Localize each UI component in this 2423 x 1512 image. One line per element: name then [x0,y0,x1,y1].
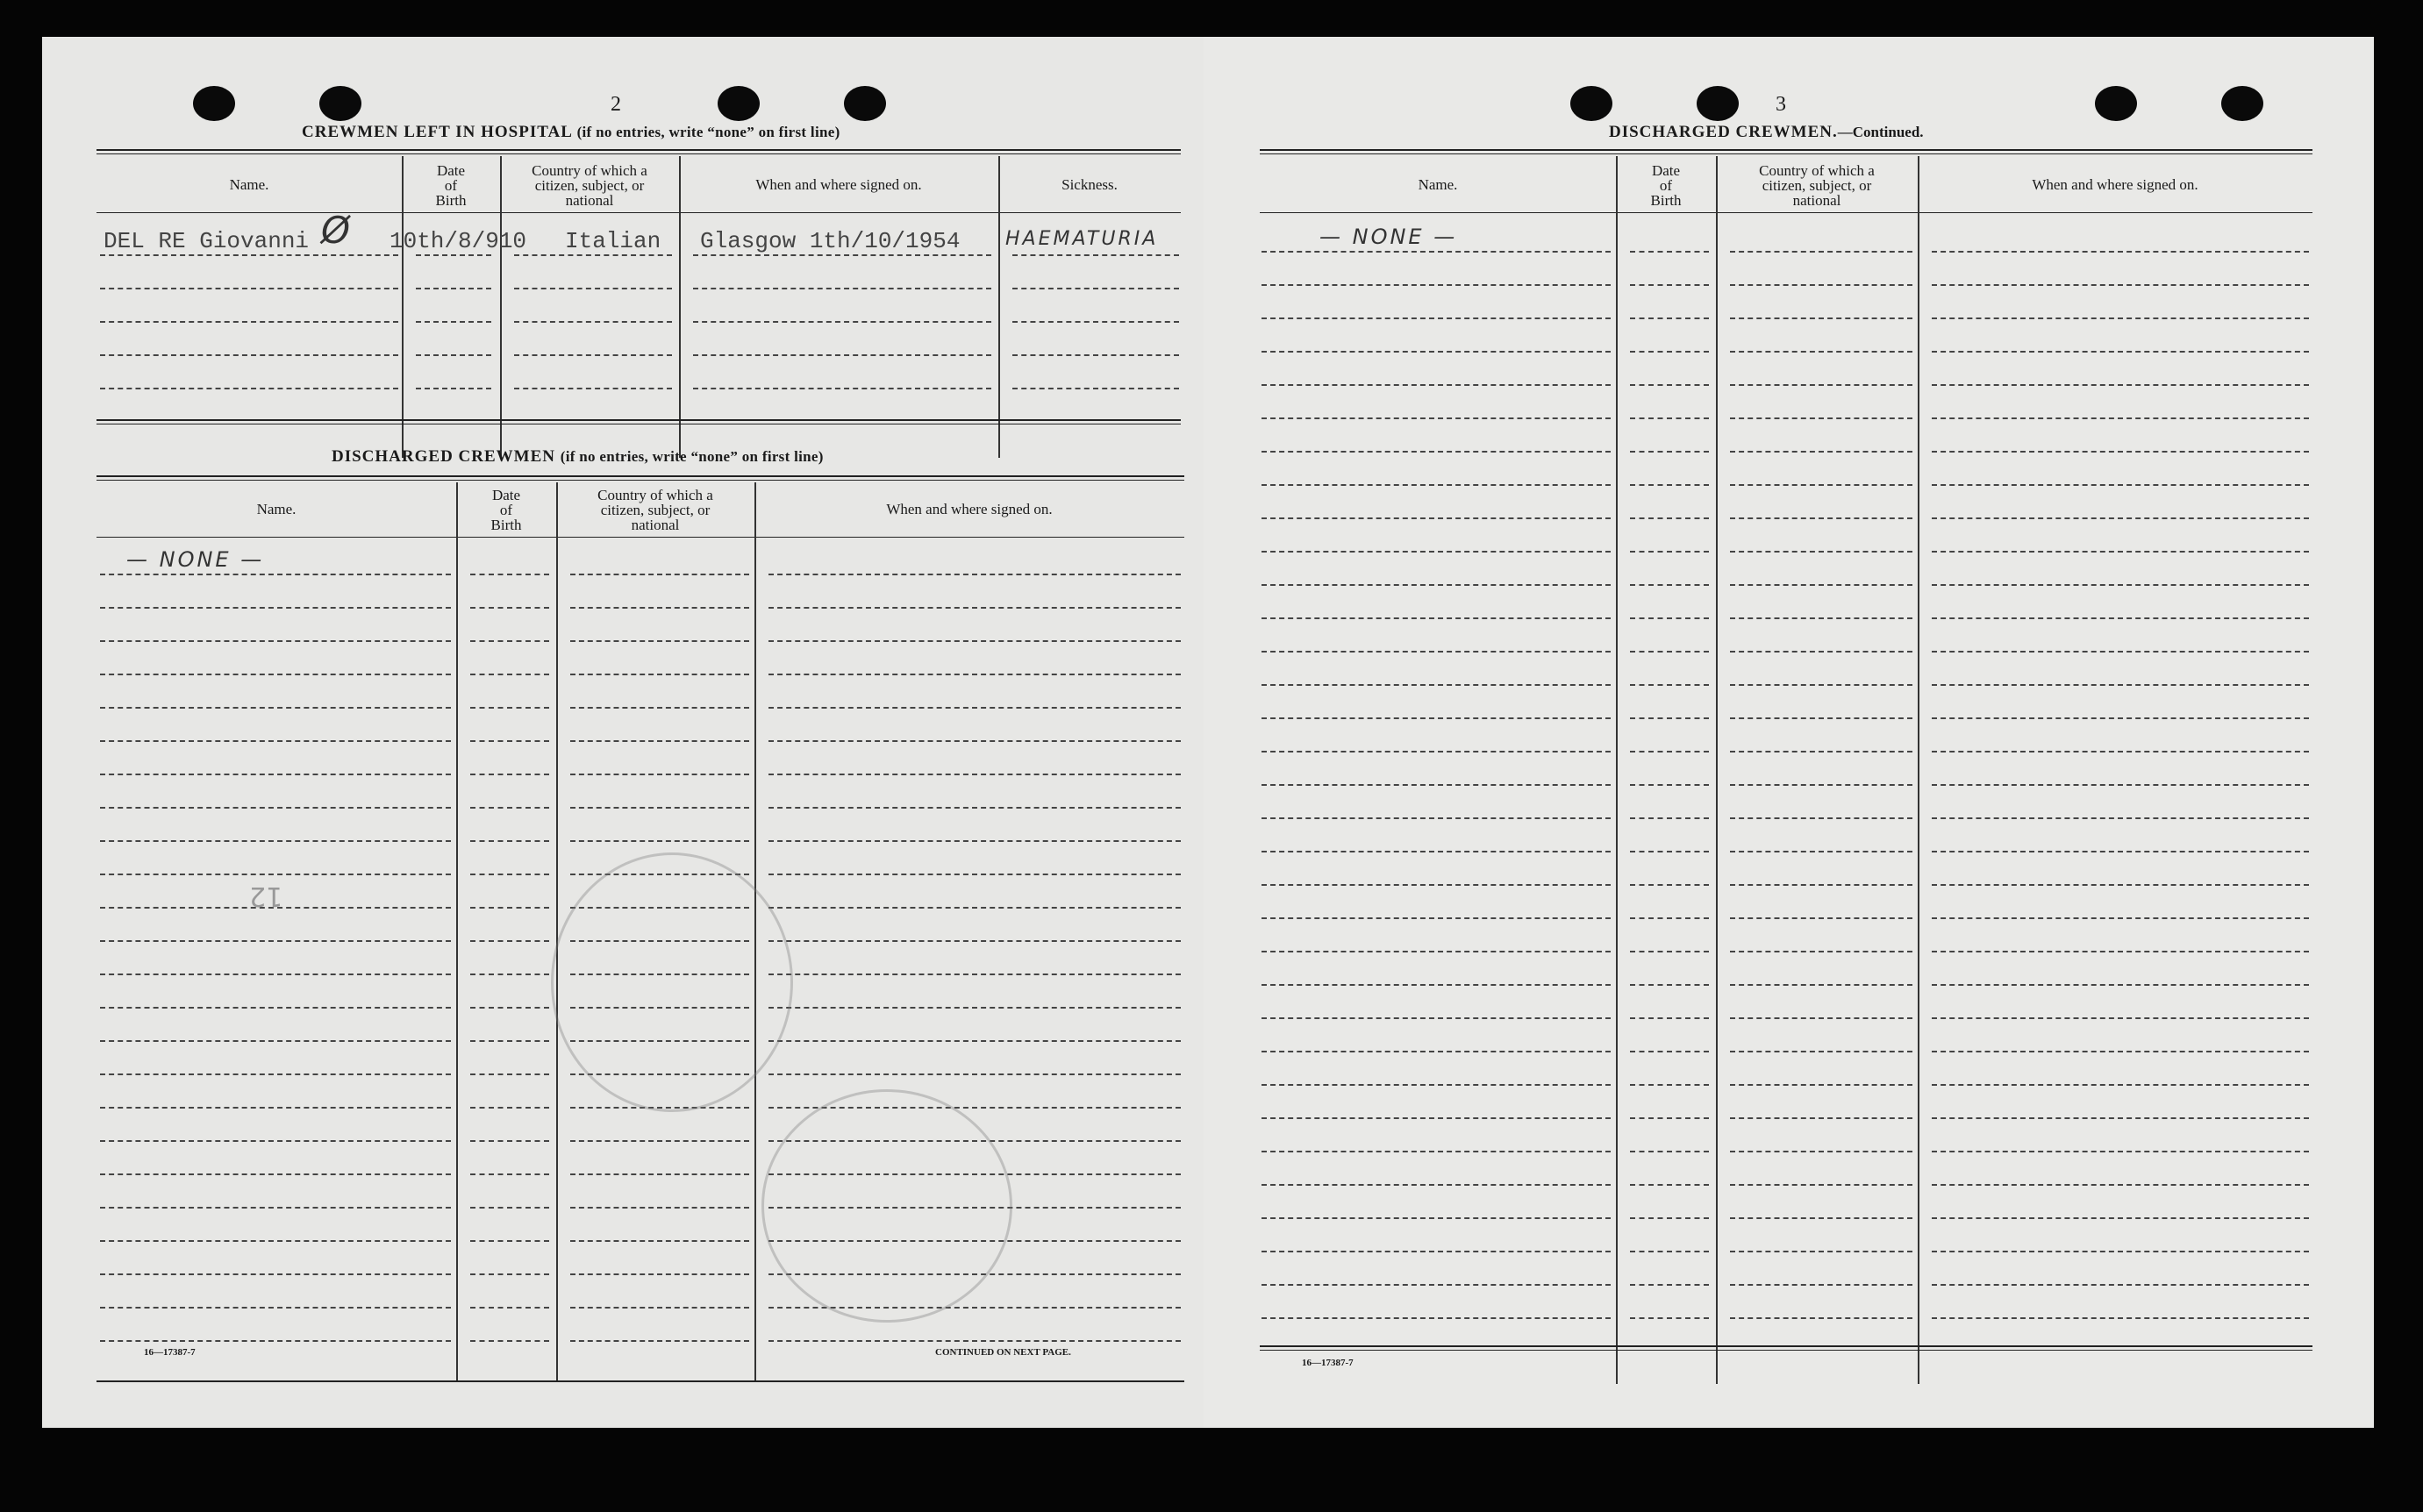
ruled-line [1262,1084,1611,1086]
ruled-line [1730,317,1912,319]
ruled-line [416,321,491,323]
divider [96,1380,1184,1382]
ruled-line [1262,751,1611,752]
ruled-line [470,840,549,842]
ruled-line [768,807,1181,809]
ruled-line [768,1040,1181,1042]
punch-hole [1570,86,1612,121]
ruled-line [768,674,1181,675]
ruled-line [1012,388,1179,389]
ruled-line [1730,751,1912,752]
ruled-line [1630,517,1709,519]
ruled-line [1262,717,1611,719]
divider [96,149,1181,151]
ruled-line [1932,951,2309,952]
ruled-line [1012,321,1179,323]
ruled-line [1730,951,1912,952]
ruled-line [100,1173,451,1175]
ruled-line [768,907,1181,909]
ruled-line [570,807,749,809]
ruled-line [1932,717,2309,719]
ruled-line [1262,884,1611,886]
ruled-line [1932,651,2309,653]
punch-hole [1697,86,1739,121]
ruled-line [470,1107,549,1109]
column-divider [556,482,558,1380]
ruled-line [1262,617,1611,619]
ruled-line [1730,884,1912,886]
ruled-line [1630,1051,1709,1052]
ruled-line [768,640,1181,642]
ruled-line [100,1040,451,1042]
ruled-line [514,388,672,389]
ruled-line [1932,684,2309,686]
ruled-line [768,1007,1181,1009]
ruled-line [514,321,672,323]
ruled-line [470,1207,549,1209]
ruled-line [1630,284,1709,286]
ruled-line [100,321,398,323]
ruled-line [1730,551,1912,553]
column-header-signed-on: When and where signed on. [886,501,1053,517]
ruled-line [1262,917,1611,919]
ruled-line [1630,251,1709,253]
divider [1260,153,2312,154]
ruled-line [570,607,749,609]
ruled-line [693,388,991,389]
discharged-continued-title: DISCHARGED CREWMEN.—Continued. [1609,123,1924,141]
ruled-line [470,640,549,642]
ruled-line [470,874,549,875]
ruled-line [1932,1084,2309,1086]
ruled-line [1630,851,1709,852]
ruled-line [470,607,549,609]
column-header-dob: Date of Birth [490,487,522,533]
ruled-line [1932,1217,2309,1219]
ruled-line [1262,1317,1611,1319]
ruled-line [1730,784,1912,786]
column-header-name: Name. [1418,176,1458,193]
ruled-line [100,774,451,775]
column-header-dob: Date of Birth [435,162,467,209]
ruled-line [693,354,991,356]
ruled-line [1630,1017,1709,1019]
column-header-dob: Date of Birth [1650,162,1682,209]
ruled-line [1630,1084,1709,1086]
ruled-line [693,321,991,323]
ruled-line [470,1140,549,1142]
ruled-line [100,807,451,809]
ruled-line [1630,317,1709,319]
ruled-line [570,574,749,575]
ruled-line [570,1307,749,1309]
ruled-line [768,974,1181,975]
ruled-line [1932,917,2309,919]
ruled-line [1262,417,1611,419]
ruled-line [1730,651,1912,653]
ruled-line [470,1173,549,1175]
ruled-line [470,774,549,775]
column-divider [1716,156,1718,1384]
ruled-line [1262,351,1611,353]
ruled-line [1262,551,1611,553]
ruled-line [1262,284,1611,286]
divider [96,153,1181,154]
ruled-line [470,807,549,809]
ruled-line [1630,1251,1709,1252]
ruled-line [514,254,672,256]
column-header-name: Name. [256,501,297,517]
ruled-line [1630,917,1709,919]
ruled-line [570,840,749,842]
ruled-line [470,740,549,742]
ruled-line [1262,851,1611,852]
ruled-line [1630,551,1709,553]
ruled-line [100,288,398,289]
ruled-line [1630,717,1709,719]
ruled-line [100,740,451,742]
ruled-line [1932,751,2309,752]
punch-hole [844,86,886,121]
ruled-line [470,574,549,575]
ruled-line [1932,1317,2309,1319]
ruled-line [470,1240,549,1242]
ruled-line [470,1273,549,1275]
ruled-line [100,354,398,356]
ruled-line [416,354,491,356]
ruled-line [1630,1217,1709,1219]
ruled-line [1730,717,1912,719]
ruled-line [1262,1251,1611,1252]
ruled-line [470,1307,549,1309]
hospital-entry-signed-on: Glasgow 1th/10/1954 [700,228,961,254]
ruled-line [768,1340,1181,1342]
ruled-line [1730,517,1912,519]
ruled-line [1730,1117,1912,1119]
divider [1260,149,2312,151]
none-entry: — NONE — [126,547,265,572]
ruled-line [768,874,1181,875]
ruled-line [1262,1217,1611,1219]
ruled-line [1730,817,1912,819]
discharged-section-title: DISCHARGED CREWMEN (if no entries, write “none” on first line) [332,447,824,466]
ruled-line [1262,1017,1611,1019]
column-divider [1616,156,1618,1384]
ruled-line [1630,784,1709,786]
ruled-line [1630,1151,1709,1152]
ruled-line [470,940,549,942]
ruled-line [1932,484,2309,486]
ruled-line [1932,451,2309,453]
ruled-line [1932,617,2309,619]
ruled-line [100,607,451,609]
ruled-line [1262,1184,1611,1186]
ruled-line [1630,984,1709,986]
ruled-line [1630,751,1709,752]
ruled-line [1932,284,2309,286]
divider [96,537,1184,538]
ruled-line [570,707,749,709]
punch-hole [193,86,235,121]
ruled-line [1730,1217,1912,1219]
ruled-line [1730,484,1912,486]
ruled-line [100,574,451,575]
ruled-line [1262,484,1611,486]
ruled-line [1630,951,1709,952]
ruled-line [1932,817,2309,819]
ruled-line [1932,417,2309,419]
ruled-line [1730,1284,1912,1286]
ruled-line [1630,1184,1709,1186]
continued-note: CONTINUED ON NEXT PAGE. [935,1347,1071,1358]
column-divider [456,482,458,1380]
ruled-line [1932,351,2309,353]
ruled-line [416,388,491,389]
ruled-line [570,1273,749,1275]
ruled-line [768,774,1181,775]
column-header-country: Country of which a citizen, subject, or national [532,162,647,209]
ruled-line [693,254,991,256]
faint-stamp [551,852,793,1112]
ruled-line [1262,1117,1611,1119]
ruled-line [1012,354,1179,356]
ruled-line [1932,551,2309,553]
ruled-line [1730,584,1912,586]
ruled-line [570,1207,749,1209]
ruled-line [1730,1051,1912,1052]
ruled-line [1262,951,1611,952]
ruled-line [1630,584,1709,586]
ruled-line [470,1073,549,1075]
ruled-line [1730,1084,1912,1086]
ruled-line [1730,284,1912,286]
ruled-line [693,288,991,289]
ruled-line [1262,784,1611,786]
ruled-line [1630,1317,1709,1319]
ruled-line [100,1207,451,1209]
hospital-entry-dob: 10th/8/910 [390,228,527,254]
ruled-line [100,1140,451,1142]
column-header-country: Country of which a citizen, subject, or national [1759,162,1875,209]
ruled-line [416,254,491,256]
ruled-line [768,840,1181,842]
ruled-line [1262,517,1611,519]
ruled-line [1630,651,1709,653]
ruled-line [1730,1151,1912,1152]
hospital-section-title: CREWMEN LEFT IN HOSPITAL (if no entries, write “none” on first line) [302,123,840,141]
ruled-line [1932,1251,2309,1252]
column-header-signed-on: When and where signed on. [2032,176,2198,193]
ruled-line [1730,617,1912,619]
hospital-entry-name: DEL RE Giovanni [104,228,310,254]
ruled-line [1630,384,1709,386]
ruled-line [100,674,451,675]
form-number: 16—17387-7 [1302,1358,1354,1368]
divider [96,419,1181,421]
ruled-line [1262,317,1611,319]
ruled-line [1730,1317,1912,1319]
ruled-line [1630,451,1709,453]
none-entry: — NONE — [1319,225,1458,249]
ruled-line [1630,1284,1709,1286]
ruled-line [1262,651,1611,653]
ruled-line [1630,484,1709,486]
ruled-line [100,254,398,256]
ruled-line [768,574,1181,575]
ruled-line [470,674,549,675]
form-number: 16—17387-7 [144,1347,196,1358]
divider [96,475,1184,477]
ruled-line [1730,384,1912,386]
ruled-line [470,1007,549,1009]
ruled-line [1630,417,1709,419]
ruled-line [1262,384,1611,386]
hospital-entry-sickness: HAEMATURIA [1005,228,1159,250]
ruled-line [1932,984,2309,986]
ruled-line [1262,1151,1611,1152]
right-page [1204,37,2374,1428]
ruled-line [514,354,672,356]
ruled-line [416,288,491,289]
ruled-line [570,1240,749,1242]
ruled-line [1932,1017,2309,1019]
ruled-line [100,1107,451,1109]
ruled-line [100,840,451,842]
ruled-line [470,1340,549,1342]
ruled-line [100,1240,451,1242]
ruled-line [1730,251,1912,253]
ruled-line [1932,251,2309,253]
column-divider [1918,156,1919,1384]
ruled-line [1012,288,1179,289]
ruled-line [470,1040,549,1042]
ruled-line [1262,984,1611,986]
ruled-line [1630,884,1709,886]
ruled-line [1730,351,1912,353]
ruled-line [1630,351,1709,353]
ruled-line [514,288,672,289]
ruled-line [768,740,1181,742]
ruled-line [1932,384,2309,386]
ruled-line [1932,1117,2309,1119]
ruled-line [470,707,549,709]
ruled-line [1932,1051,2309,1052]
ruled-line [1730,851,1912,852]
ruled-line [1730,1251,1912,1252]
ruled-line [1932,1184,2309,1186]
punch-hole [319,86,361,121]
column-divider [998,156,1000,458]
ruled-line [768,940,1181,942]
bleed-through-mark: 12 [249,881,283,911]
page-number: 3 [1776,93,1786,116]
ruled-line [570,1340,749,1342]
ruled-line [768,1073,1181,1075]
ruled-line [1630,617,1709,619]
ruled-line [1932,851,2309,852]
ruled-line [1262,684,1611,686]
ruled-line [570,774,749,775]
page-number: 2 [611,93,621,116]
ruled-line [1630,684,1709,686]
ruled-line [570,740,749,742]
punch-hole [718,86,760,121]
divider [96,212,1181,213]
ruled-line [1730,917,1912,919]
left-page [42,37,1204,1428]
ruled-line [1012,254,1179,256]
ruled-line [1730,417,1912,419]
ruled-line [1932,317,2309,319]
ruled-line [470,907,549,909]
ruled-line [1932,1151,2309,1152]
hospital-entry-country: Italian [565,228,661,254]
divider [1260,1345,2312,1347]
hospital-entry-mark: Ø [321,209,351,252]
ruled-line [470,974,549,975]
ruled-line [100,1007,451,1009]
column-divider [679,156,681,458]
ruled-line [1262,251,1611,253]
divider [96,480,1184,481]
faint-stamp [761,1089,1012,1323]
column-header-country: Country of which a citizen, subject, or national [597,487,713,533]
ruled-line [1932,1284,2309,1286]
ruled-line [100,707,451,709]
ruled-line [1932,884,2309,886]
punch-hole [2095,86,2137,121]
divider [1260,212,2312,213]
ruled-line [1262,584,1611,586]
ruled-line [1932,784,2309,786]
ruled-line [570,1173,749,1175]
punch-hole [2221,86,2263,121]
ruled-line [570,640,749,642]
ruled-line [570,1140,749,1142]
ruled-line [768,607,1181,609]
ruled-line [1730,451,1912,453]
ruled-line [100,388,398,389]
ruled-line [1730,984,1912,986]
ruled-line [570,674,749,675]
column-header-sickness: Sickness. [1061,176,1118,193]
ruled-line [100,940,451,942]
ruled-line [1262,451,1611,453]
ruled-line [1262,1284,1611,1286]
divider [1260,1350,2312,1351]
ruled-line [1630,1117,1709,1119]
ruled-line [1730,684,1912,686]
ruled-line [1630,817,1709,819]
ruled-line [1262,1051,1611,1052]
ruled-line [100,1073,451,1075]
ruled-line [100,874,451,875]
ruled-line [1730,1017,1912,1019]
ruled-line [100,640,451,642]
column-header-signed-on: When and where signed on. [755,176,922,193]
ruled-line [100,974,451,975]
ruled-line [1932,517,2309,519]
ruled-line [100,1307,451,1309]
ruled-line [1730,1184,1912,1186]
ruled-line [100,1273,451,1275]
column-header-name: Name. [229,176,269,193]
ruled-line [100,1340,451,1342]
ruled-line [1932,584,2309,586]
ruled-line [768,707,1181,709]
ruled-line [1262,817,1611,819]
